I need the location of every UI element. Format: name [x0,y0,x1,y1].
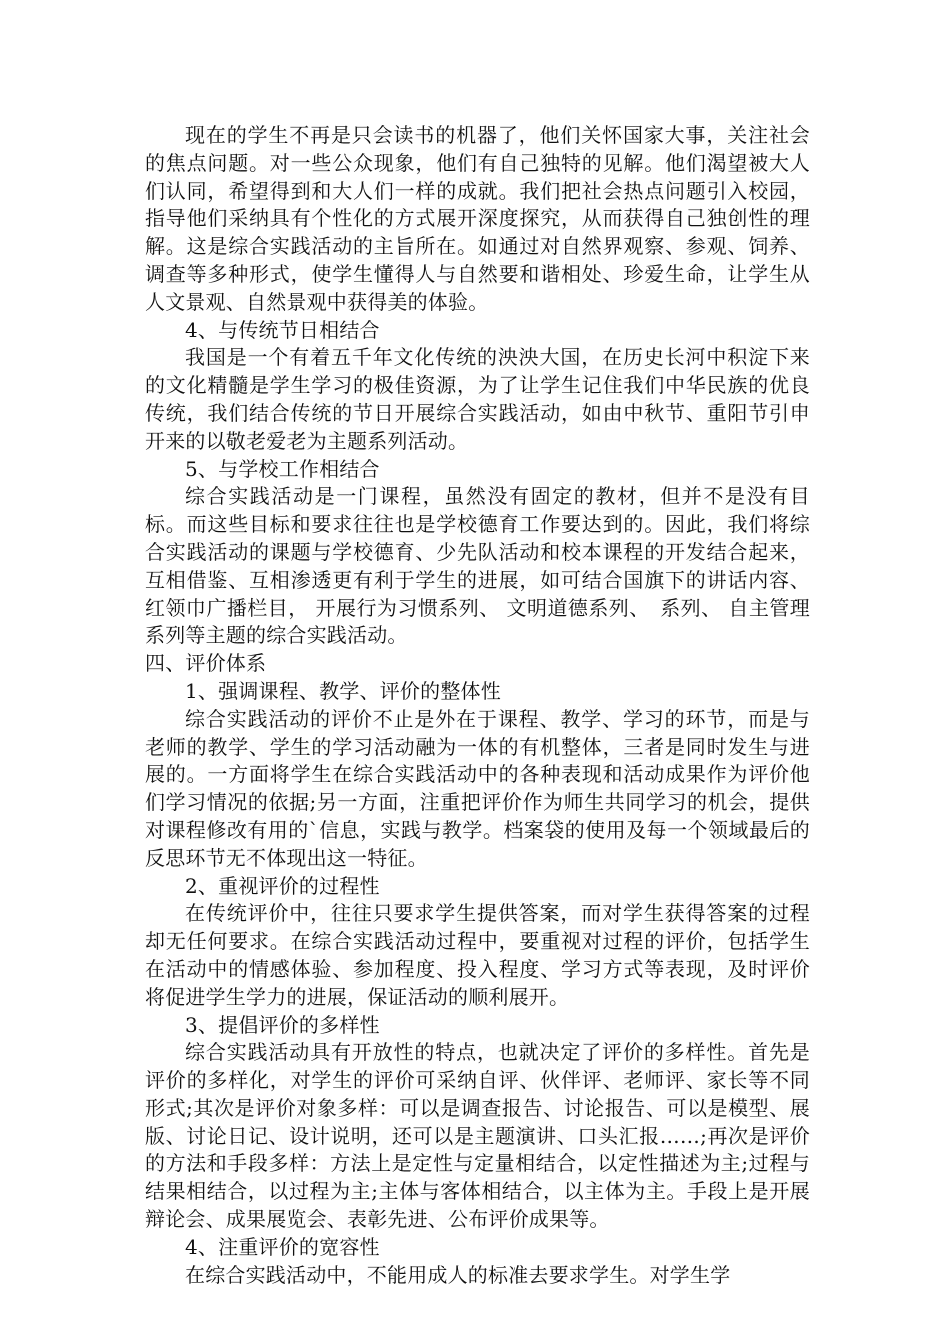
document-body [145,122,810,1289]
paragraph-evaluation-integrity: 综合实践活动的评价不止是外在于课程、教学、学习的环节，而是与老师的教学、学生的学习活动融为一体的有机整体，三者是同时发生与进展的。一方面将学生在综合实践活动中的各种表现和活动成果作为评价他们学习情况的依据;另一方面，注重把评价作为师生共同学习的机会，提供对课程修改有用的`信息，实践与教学。档案袋的使用及每一个领域最后的反思环节无不体现出这一特征。 [145,706,810,870]
heading-evaluation-process: 2、重视评价的过程性 [185,873,380,898]
heading-school-work: 5、与学校工作相结合 [185,456,380,481]
paragraph-evaluation-tolerance: 在综合实践活动中，不能用成人的标准去要求学生。对学生学 [185,1262,731,1287]
heading-evaluation-diversity: 3、提倡评价的多样性 [185,1012,380,1037]
paragraph-school-work: 综合实践活动是一门课程，虽然没有固定的教材，但并不是没有目标。而这些目标和要求往往也是学校德育工作要达到的。因此，我们将综合实践活动的课题与学校德育、少先队活动和校本课程的开发结合起来，互相借鉴、互相渗透更有利于学生的进展，如可结合国旗下的讲话内容、红领巾广播栏目， 开展行为习惯系列、 文明道德系列、 系列、 自主管理系列等主题的综合实践活动。 [145,484,810,648]
heading-traditional-festivals: 4、与传统节日相结合 [185,317,380,342]
heading-evaluation-integrity: 1、强调课程、教学、评价的整体性 [185,678,501,703]
section-heading-evaluation-system: 四、评价体系 [145,651,267,676]
paragraph-intro: 现在的学生不再是只会读书的机器了，他们关怀国家大事，关注社会的焦点问题。对一些公众现象，他们有自己独特的见解。他们渴望被大人们认同，希望得到和大人们一样的成就。我们把社会热点问题引入校园，指导他们采纳具有个性化的方式展开深度探究，从而获得自己独创性的理解。这是综合实践活动的主旨所在。如通过对自然界观察、参观、饲养、调查等多种形式，使学生懂得人与自然要和谐相处、珍爱生命，让学生从人文景观、自然景观中获得美的体验。 [145,123,810,314]
paragraph-traditional-festivals: 我国是一个有着五千年文化传统的泱泱大国，在历史长河中积淀下来的文化精髓是学生学习的极佳资源，为了让学生记住我们中华民族的优良传统，我们结合传统的节日开展综合实践活动，如由中秋节、重阳节引申开来的以敬老爱老为主题系列活动。 [145,345,810,453]
heading-evaluation-tolerance: 4、注重评价的宽容性 [185,1234,380,1259]
paragraph-evaluation-process: 在传统评价中，往往只要求学生提供答案，而对学生获得答案的过程却无任何要求。在综合实践活动过程中，要重视对过程的评价，包括学生在活动中的情感体验、参加程度、投入程度、学习方式等表现，及时评价将促进学生学力的进展，保证活动的顺利展开。 [145,901,810,1009]
paragraph-evaluation-diversity: 综合实践活动具有开放性的特点，也就决定了评价的多样性。首先是评价的多样化，对学生的评价可采纳自评、伙伴评、老师评、家长等不同形式;其次是评价对象多样：可以是调查报告、讨论报告、可以是模型、展版、讨论日记、设计说明，还可以是主题演讲、口头汇报……;再次是评价的方法和手段多样：方法上是定性与定量相结合，以定性描述为主;过程与结果相结合，以过程为主;主体与客体相结合，以主体为主。手段上是开展辩论会、成果展览会、表彰先进、公布评价成果等。 [145,1040,810,1232]
